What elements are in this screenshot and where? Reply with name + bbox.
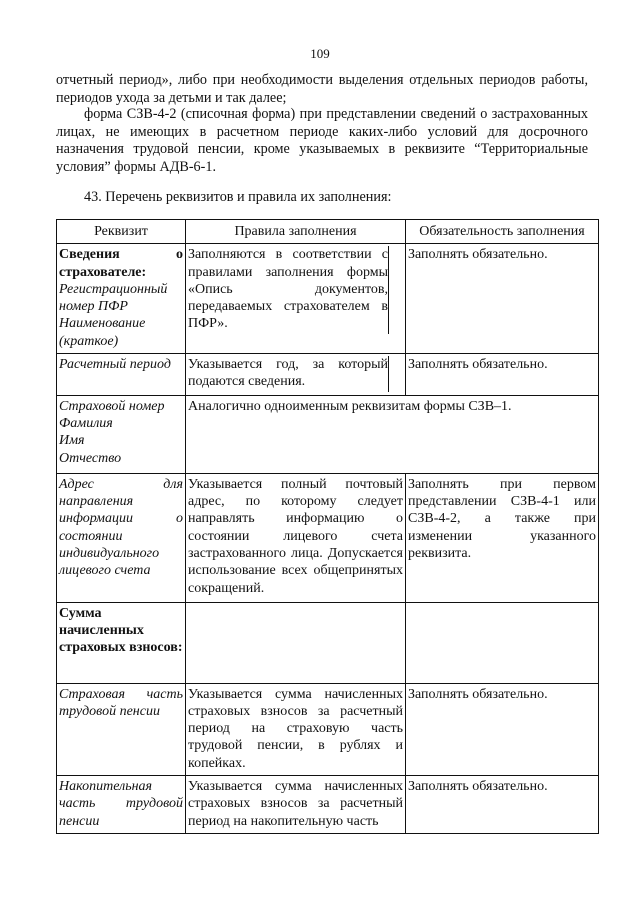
table-row: [57, 473, 599, 602]
requisite-item: Адрес для направления информации о состоянии индивидуального лицевого счета: [59, 476, 183, 579]
requisite-item: Расчетный период: [59, 357, 171, 373]
rule-text: Заполняются в соответствии с правилами заполнения формы «Опись документов, передаваемых страхователем в ПФР».: [188, 246, 389, 333]
header-obligation: Обязательность заполнения: [406, 220, 599, 244]
table-row: [57, 244, 599, 354]
obligation-cell: Заполнять при первом представлении СЗВ-4-1 или СЗВ-4-2, а также при изменении указанного реквизита.: [406, 473, 599, 602]
requisite-cell: [57, 683, 186, 775]
requisite-cell: [57, 473, 186, 602]
requisite-item: Накопительная часть трудовой пенсии: [59, 779, 183, 829]
requisite-item: Наименование (краткое): [59, 316, 146, 349]
row-title: Сумма начисленных страховых взносов:: [59, 605, 183, 656]
rule-cell: [186, 244, 406, 354]
table-row: [57, 776, 599, 834]
requisite-item: Имя: [59, 433, 85, 449]
requisite-cell: [57, 244, 186, 354]
table-row: [57, 354, 599, 396]
rule-cell: Указывается сумма начисленных страховых взносов за расчетный период на страховую часть трудовой пенсии, в рублях и копейках.: [186, 683, 406, 775]
requisite-item: Страховая часть трудовой пенсии: [59, 686, 183, 719]
requisite-cell: [57, 395, 186, 473]
rule-cell: Указывается полный почтовый адрес, по которому следует направлять информацию о состоянии лицевого счета застрахованного лица. Допускается использование всех общепринятых сокращений.: [186, 473, 406, 602]
obligation-cell: Заполнять обязательно.: [406, 354, 599, 396]
rule-text: Указывается год, за который подаются сведения.: [188, 356, 389, 392]
obligation-cell: [406, 602, 599, 683]
header-requisite: Реквизит: [57, 220, 186, 244]
requisite-cell: [57, 602, 186, 683]
table-row: [57, 683, 599, 775]
requisite-item: Страховой номер: [59, 398, 165, 414]
rule-cell: [186, 354, 406, 396]
rule-cell: Указывается сумма начисленных страховых взносов за расчетный период на накопительную часть: [186, 776, 406, 834]
requisite-item: Регистрационный номер ПФР: [59, 281, 168, 315]
row-title: Сведения о страхователе:: [59, 247, 183, 280]
header-rules: Правила заполнения: [186, 220, 406, 244]
obligation-cell: Заполнять обязательно.: [406, 244, 599, 354]
intro-paragraph-2: форма СЗВ-4-2 (списочная форма) при представлении сведений о застрахованных лицах, не имеющих в расчетном периоде каких-либо условий для досрочного назначения трудовой пенсии, кроме указываемых в реквизите “Территориальные условия” формы АДВ-6-1.: [56, 106, 588, 175]
requisite-item: Фамилия: [59, 415, 113, 431]
requisite-cell: [57, 354, 186, 396]
section-heading: 43. Перечень реквизитов и правила их заполнения:: [84, 189, 392, 205]
obligation-cell: Заполнять обязательно.: [406, 776, 599, 834]
page-number: 109: [310, 46, 330, 61]
rule-cell: [186, 602, 406, 683]
requisite-cell: [57, 776, 186, 834]
merged-rule-cell: Аналогично одноименным реквизитам формы СЗВ–1.: [186, 395, 599, 473]
intro-paragraph-1: отчетный период», либо при необходимости выделения отдельных периодов работы, периодов ухода за детьми и так далее;: [56, 72, 588, 106]
table-row: [57, 395, 599, 473]
obligation-cell: Заполнять обязательно.: [406, 683, 599, 775]
table-row: [57, 602, 599, 683]
requisites-table: [56, 219, 599, 834]
table-header-row: [57, 220, 599, 244]
requisite-item: Отчество: [59, 450, 122, 466]
